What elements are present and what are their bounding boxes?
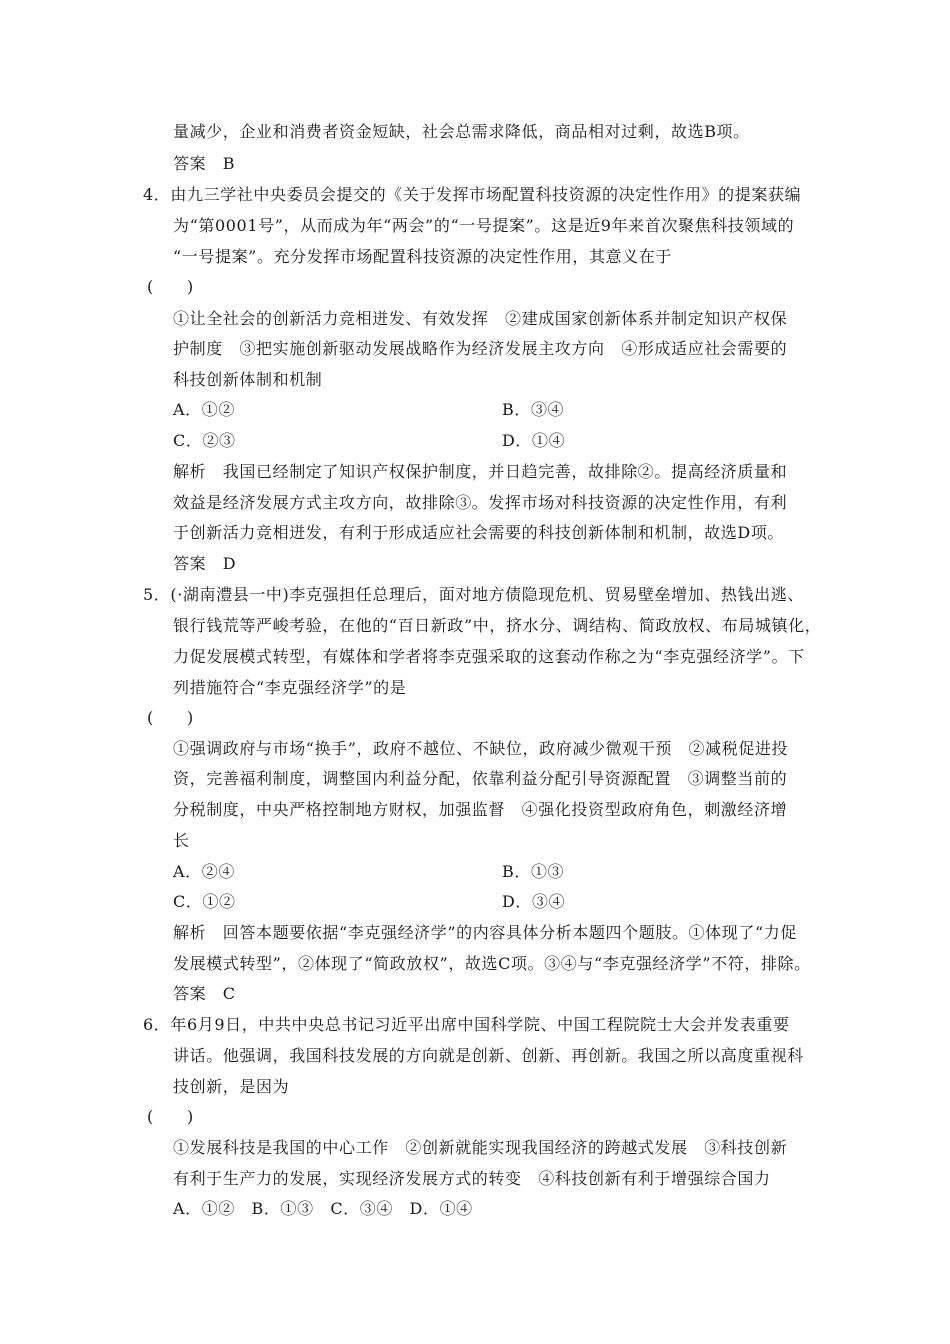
q6-statement-line-2: 有利于生产力的发展，实现经济发展方式的转变 ④科技创新有利于增强综合国力 [173,1169,771,1188]
q5-option-d: D．③④ [502,892,566,911]
q6-statement-line-1: ①发展科技是我国的中心工作 ②创新就能实现我国经济的跨越式发展 ③科技创新 [173,1138,788,1157]
q4-analysis-line-2: 效益是经济发展方式主攻方向，故排除③。发挥市场对科技资源的决定性作用，有利 [173,493,788,512]
q5-analysis-line-2: 发展模式转型”，②体现了“简政放权”，故选C项。③④与“李克强经济学”不符，排除。 [173,954,811,973]
q4-answer: 答案 D [173,554,237,573]
q5-answer: 答案 C [173,984,236,1003]
q4-statement-line-2: 护制度 ③把实施创新驱动发展战略作为经济发展主攻方向 ④形成适应社会需要的 [173,339,788,358]
q6-options: A．①② B．①③ C．③④ D．①④ [173,1199,473,1218]
q6-stem-line-3: 技创新，是因为 [173,1077,290,1096]
q4-statement-line-1: ①让全社会的创新活力竞相迸发、有效发挥 ②建成国家创新体系并制定知识产权保 [173,309,788,328]
q4-option-a: A．①② [173,400,235,419]
q5-statement-line-4: 长 [173,831,190,850]
q4-analysis-line-1: 解析 我国已经制定了知识产权保护制度，并日趋完善，故排除②。提高经济质量和 [173,462,788,481]
q5-stem-line-3: 力促发展模式转型，有媒体和学者将李克强采取的这套动作称之为“李克强经济学”。下 [173,647,805,666]
q6-answer-bracket: ( ) [147,1107,194,1126]
q4-stem-line-1: 4．由九三学社中央委员会提交的《关于发挥市场配置科技资源的决定性作用》的提案获编 [143,185,802,204]
q5-option-a: A．②④ [173,862,235,881]
q4-option-c: C．②③ [173,431,236,450]
q5-statement-line-3: 分税制度，中央严格控制地方财权，加强监督 ④强化投资型政府角色，刺激经济增 [173,800,788,819]
q5-stem-line-2: 银行钱荒等严峻考验，在他的“百日新政”中，挤水分、调结构、简政放权、布局城镇化， [173,616,822,635]
q5-statement-line-1: ①强调政府与市场“换手”，政府不越位、不缺位，政府减少微观干预 ②减税促进投 [173,739,789,758]
q6-stem-line-2: 讲话。他强调，我国科技发展的方向就是创新、创新、再创新。我国之所以高度重视科 [173,1046,804,1065]
q4-stem-line-3: “一号提案”。充分发挥市场配置科技资源的决定性作用，其意义在于 [173,247,672,266]
q6-stem-line-1: 6．年6月9日，中共中央总书记习近平出席中国科学院、中国工程院院士大会并发表重要 [143,1015,790,1034]
q5-analysis-line-1: 解析 回答本题要依据“李克强经济学”的内容具体分析本题四个题肢。①体现了“力促 [173,923,797,942]
q4-statement-line-3: 科技创新体制和机制 [173,370,323,389]
q3-answer: 答案 B [173,154,236,173]
q5-stem-line-1: 5．(·湖南澧县一中)李克强担任总理后，面对地方债隐现危机、贸易壁垒增加、热钱出逃、 [143,585,804,604]
q4-option-b: B．③④ [502,400,565,419]
q4-option-d: D．①④ [502,431,566,450]
q5-stem-line-4: 列措施符合“李克强经济学”的是 [173,678,407,697]
q5-statement-line-2: 资，完善福利制度，调整国内利益分配，依靠利益分配引导资源配置 ③调整当前的 [173,769,788,788]
q5-option-c: C．①② [173,892,236,911]
q3-analysis-tail: 量减少，企业和消费者资金短缺，社会总需求降低，商品相对过剩，故选B项。 [173,122,750,141]
q5-option-b: B．①③ [502,862,565,881]
q4-stem-line-2: 为“第0001号”，从而成为年“两会”的“一号提案”。这是近9年来首次聚焦科技领域的 [173,216,795,235]
q5-answer-bracket: ( ) [147,708,194,727]
q4-answer-bracket: ( ) [147,277,194,296]
q4-analysis-line-3: 于创新活力竞相迸发，有利于形成适应社会需要的科技创新体制和机制，故选D项。 [173,523,785,542]
